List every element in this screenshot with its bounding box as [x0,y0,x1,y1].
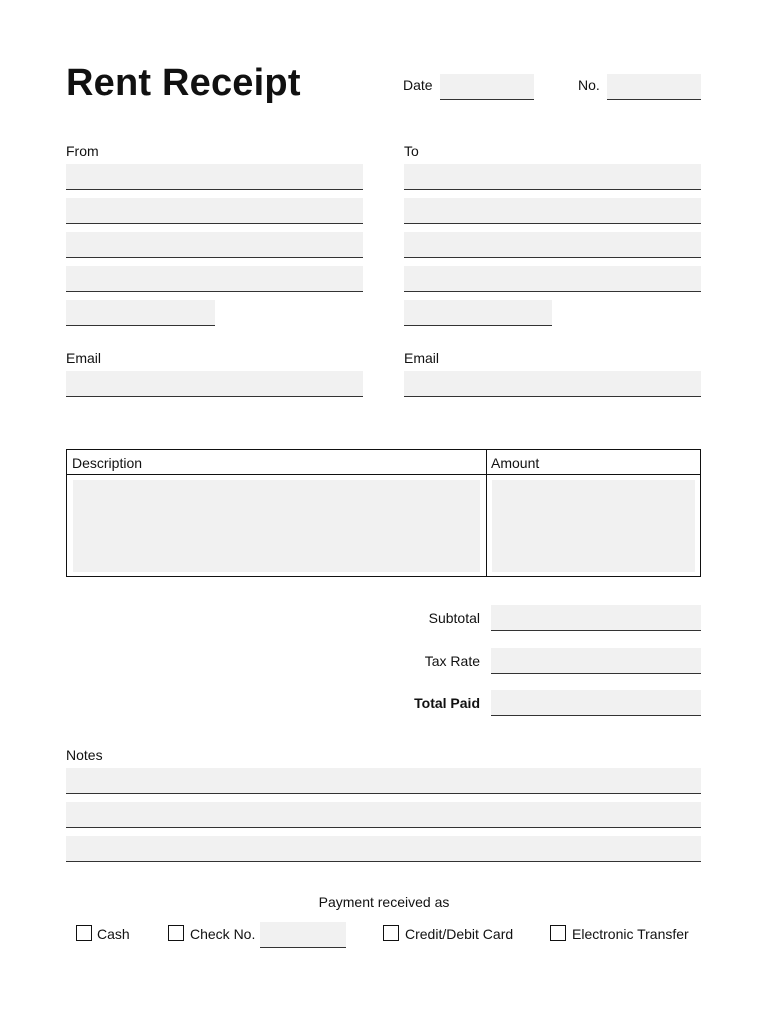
description-column-header: Description [72,455,143,471]
from-address-line-5[interactable] [66,300,215,326]
card-label: Credit/Debit Card [405,926,514,942]
electronic-transfer-checkbox[interactable] [550,925,566,941]
payment-heading: Payment received as [318,894,450,910]
notes-label: Notes [66,747,103,763]
check-label: Check No. [190,926,256,942]
amount-textarea[interactable] [492,480,695,572]
from-address-line-1[interactable] [66,164,363,190]
notes-line-1[interactable] [66,768,701,794]
to-address-line-4[interactable] [404,266,701,292]
electronic-transfer-label: Electronic Transfer [572,926,689,942]
from-label: From [66,143,99,159]
to-address-line-1[interactable] [404,164,701,190]
notes-line-2[interactable] [66,802,701,828]
items-table [66,449,701,577]
from-email-label: Email [66,350,102,366]
subtotal-label: Subtotal [428,610,480,626]
receipt-number-field[interactable] [607,74,701,100]
table-column-divider [486,450,487,576]
tax-rate-field[interactable] [491,648,701,674]
check-checkbox[interactable] [168,925,184,941]
from-address-line-4[interactable] [66,266,363,292]
to-address-line-3[interactable] [404,232,701,258]
date-field[interactable] [440,74,534,100]
subtotal-field[interactable] [491,605,701,631]
to-address-line-5[interactable] [404,300,552,326]
cash-label: Cash [97,926,130,942]
notes-line-3[interactable] [66,836,701,862]
cash-checkbox[interactable] [76,925,92,941]
total-paid-label: Total Paid [414,695,480,711]
to-email-field[interactable] [404,371,701,397]
to-label: To [404,143,419,159]
tax-rate-label: Tax Rate [424,653,480,669]
from-address-line-2[interactable] [66,198,363,224]
card-checkbox[interactable] [383,925,399,941]
to-email-label: Email [404,350,440,366]
page-title: Rent Receipt [66,62,301,104]
amount-column-header: Amount [491,455,540,471]
receipt-number-label: No. [578,77,600,93]
total-paid-field[interactable] [491,690,701,716]
check-number-field[interactable] [260,922,346,948]
description-textarea[interactable] [73,480,480,572]
from-address-line-3[interactable] [66,232,363,258]
date-label: Date [403,77,433,93]
items-table-header [67,450,700,475]
from-email-field[interactable] [66,371,363,397]
to-address-line-2[interactable] [404,198,701,224]
